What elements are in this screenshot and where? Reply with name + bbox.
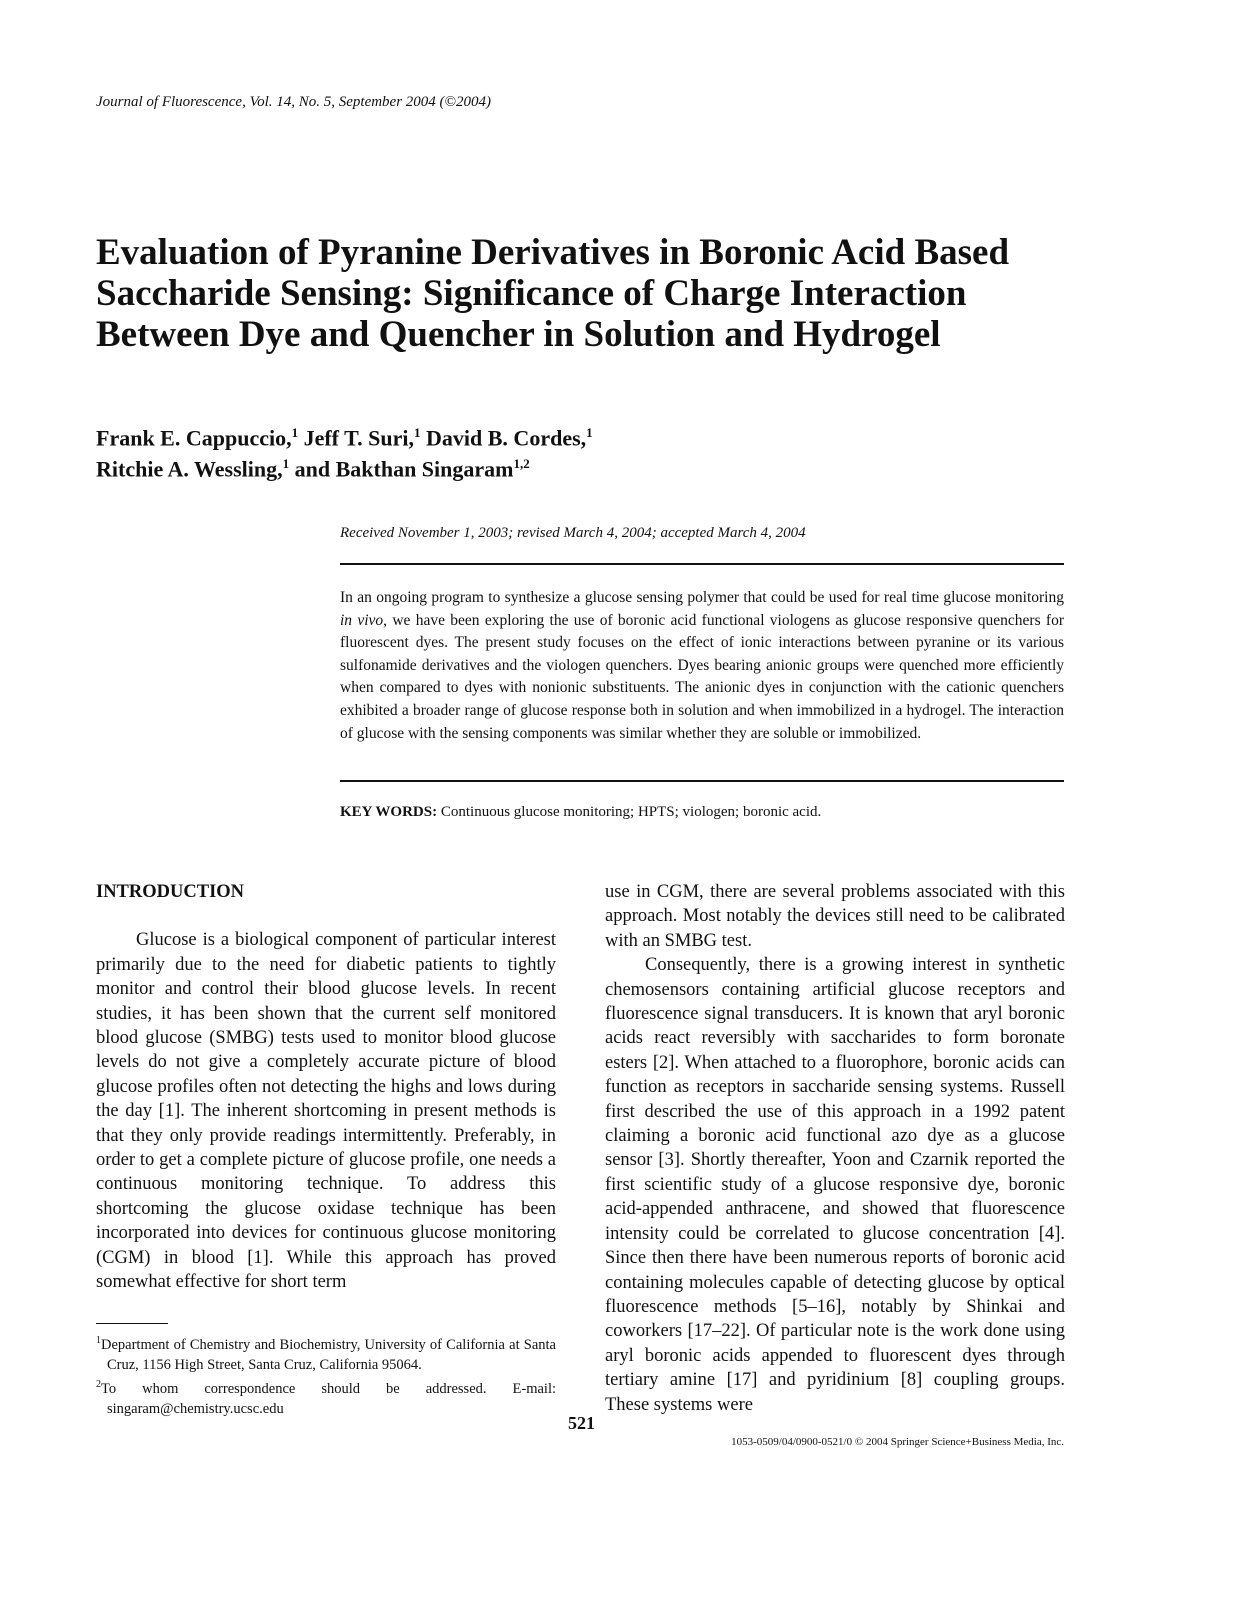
- keywords-label: KEY WORDS:: [340, 804, 438, 820]
- intro-paragraph: Consequently, there is a growing interest in synthetic chemosensors containing artificial glucose receptors and fluorescence signal transducers. It is known that aryl boronic acids react reversibly with saccharides to form boronate esters [2]. When attached to a fluorophore, boronic acids can function as receptors in saccharide sensing systems. Russell first described the use of this approach in a 1992 patent claiming a boronic acid functional azo dye as a glucose sensor [3]. Shortly thereafter, Yoon and Czarnik reported the first scientific study of a glucose responsive dye, boronic acid-appended anthracene, and showed that fluorescence intensity could be correlated to glucose concentration [4]. Since then there have been numerous reports of boronic acid containing molecules capable of detecting glucose by optical fluorescence methods [5–16], notably by Shinkai and coworkers [17–22]. Of particular note is the work done using aryl boronic acids appended to fluorescent dyes through tertiary amine [17] and pyridinium [8] coupling groups. These systems were: [605, 955, 1065, 1415]
- author-affiliation-mark: 1,2: [513, 456, 530, 472]
- author-name: Frank E. Cappuccio,: [96, 425, 292, 451]
- footnote-text: To whom correspondence should be addressed. E-mail: singaram@chemistry.ucsc.edu: [101, 1380, 556, 1417]
- journal-citation: Journal of Fluorescence, Vol. 14, No. 5, September 2004 (©2004): [96, 94, 491, 110]
- abstract: [340, 587, 1064, 745]
- author-name: David B. Cordes,: [426, 425, 587, 451]
- page-number: 521: [568, 1413, 595, 1433]
- author-affiliation-mark: 1: [291, 425, 299, 440]
- author-affiliation-mark: 1: [586, 425, 593, 440]
- left-column: [96, 880, 556, 1295]
- author-list: [96, 420, 896, 483]
- author-name: Jeff T. Suri,: [303, 425, 415, 451]
- author-affiliation-mark: 1: [414, 425, 421, 440]
- keywords: [340, 804, 821, 821]
- section-heading: INTRODUCTION: [96, 882, 245, 902]
- abstract-italic-term: in vivo: [340, 611, 384, 629]
- intro-paragraph: Glucose is a biological component of particular interest primarily due to the need for diabetic patients to tightly monitor and control their blood glucose levels. In recent studies, it has been shown that the current self monitored blood glucose (SMBG) tests used to monitor blood glucose levels do not give a completely accurate picture of blood glucose profiles often not detecting the highs and lows during the day [1]. The inherent shortcoming in present methods is that they only provide readings intermittently. Preferably, in order to get a complete picture of glucose profile, one needs a continuous monitoring technique. To address this shortcoming the glucose oxidase technique has been incorporated into devices for continuous glucose monitoring (CGM) in blood [1]. While this approach has proved somewhat effective for short term: [96, 930, 556, 1293]
- footnote-text: Department of Chemistry and Biochemistry, University of California at Santa Cruz, 1156 High Street, Santa Cruz, California 95064.: [101, 1336, 556, 1373]
- paper-title: Evaluation of Pyranine Derivatives in Boronic Acid Based Saccharide Sensing: Significance of Charge Interaction Between Dye and Quencher in Solution and Hydrogel: [96, 232, 1010, 355]
- abstract-text: , we have been exploring the use of boronic acid functional viologens as glucose responsive quenchers for fluorescent dyes. The present study focuses on the effect of ionic interactions between pyranine or its various sulfonamide derivatives and the viologen quenchers. Dyes bearing anionic groups were quenched more efficiently when compared to dyes with nonionic substituents. The anionic dyes in conjunction with the cationic quenchers exhibited a broader range of glucose response both in solution and when immobilized in a hydrogel. The interaction of glucose with the sensing components was similar whether they are soluble or immobilized.: [340, 611, 1064, 742]
- received-dates: Received November 1, 2003; revised March 4, 2004; accepted March 4, 2004: [340, 525, 806, 541]
- footnote-rule: [96, 1323, 168, 1324]
- abstract-text: In an ongoing program to synthesize a glucose sensing polymer that could be used for real time glucose monitoring: [340, 589, 1064, 606]
- author-affiliation-mark: 1: [282, 456, 290, 472]
- author-name: and Bakthan Singaram: [294, 456, 514, 482]
- footnote-mark: 1: [96, 1335, 101, 1346]
- keywords-text: Continuous glucose monitoring; HPTS; viologen; boronic acid.: [437, 804, 822, 820]
- author-name: Ritchie A. Wessling,: [96, 456, 283, 482]
- right-column: [605, 880, 1065, 1417]
- abstract-bottom-rule: [340, 780, 1064, 782]
- footnote: [96, 1331, 556, 1375]
- abstract-top-rule: [340, 563, 1064, 565]
- copyright-line: 1053-0509/04/0900-0521/0 © 2004 Springer Science+Business Media, Inc.: [731, 1436, 1064, 1448]
- footnote-mark: 2: [96, 1378, 101, 1390]
- footnotes: [96, 1331, 556, 1419]
- intro-paragraph-continued: use in CGM, there are several problems associated with this approach. Most notably the devices still need to be calibrated with an SMBG test.: [605, 882, 1065, 951]
